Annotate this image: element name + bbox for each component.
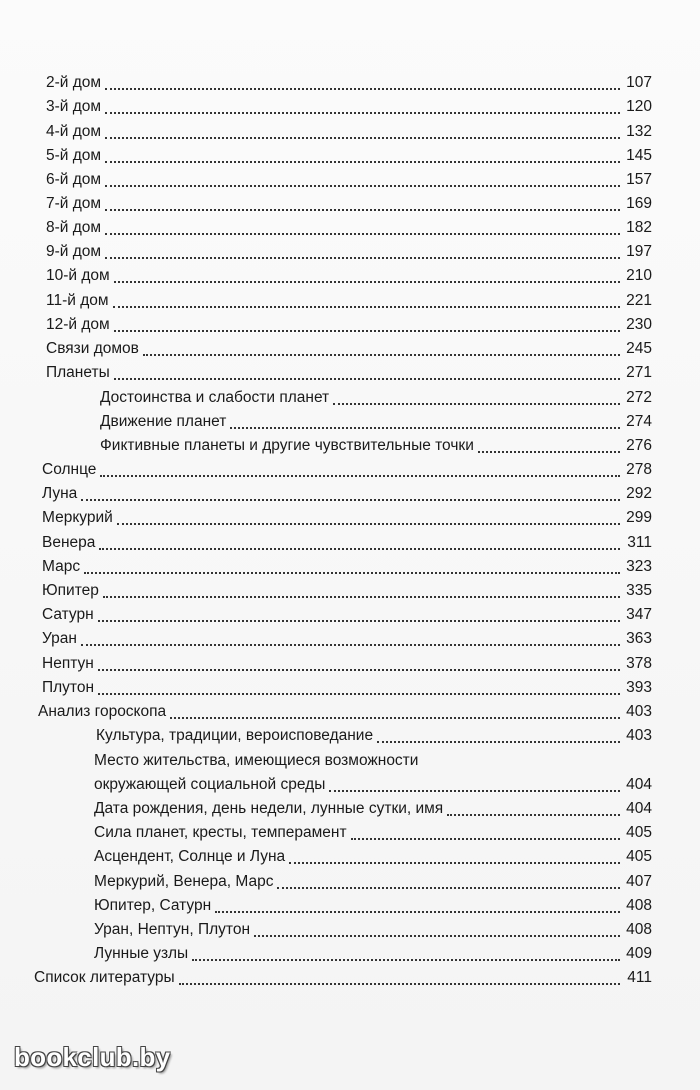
toc-entry-title: 7-й дом xyxy=(46,195,102,212)
toc-entry xyxy=(34,968,652,990)
toc-entry xyxy=(46,194,652,216)
toc-entry xyxy=(46,242,652,264)
toc-entry-title: Связи домов xyxy=(46,340,139,357)
toc-entry xyxy=(46,266,652,288)
toc-entry-title: Луна xyxy=(42,485,78,502)
toc-entry xyxy=(94,872,652,894)
toc-entry-page: 403 xyxy=(626,703,652,720)
toc-entry-title: Венера xyxy=(42,534,96,551)
toc-entry-title: Нептун xyxy=(42,655,94,672)
toc-entry-title: Сила планет, кресты, темперамент xyxy=(94,824,347,841)
toc-entry-title: окружающей социальной среды xyxy=(94,776,326,793)
toc-entry xyxy=(42,581,652,603)
toc-entry xyxy=(42,654,652,676)
dot-leader xyxy=(99,548,620,550)
dot-leader xyxy=(329,790,620,792)
toc-entry-page: 378 xyxy=(626,655,652,672)
dot-leader xyxy=(447,814,620,816)
toc-entry xyxy=(42,629,652,651)
toc-entry-page: 405 xyxy=(626,848,652,865)
toc-entry-page: 274 xyxy=(626,413,652,430)
dot-leader xyxy=(117,523,620,525)
toc-entry-title: 8-й дом xyxy=(46,219,102,236)
toc-entry xyxy=(46,97,652,119)
toc-entry-title: Меркурий, Венера, Марс xyxy=(94,873,274,890)
toc-entry-title: 5-й дом xyxy=(46,147,102,164)
toc-entry-page: 408 xyxy=(626,897,652,914)
site-watermark: bookclub.by xyxy=(14,1042,171,1072)
dot-leader xyxy=(105,161,620,163)
dot-leader xyxy=(351,838,620,840)
toc-entry xyxy=(46,291,652,313)
toc-entry-title: Марс xyxy=(42,558,81,575)
toc-entry xyxy=(94,944,652,966)
dot-leader xyxy=(192,959,620,961)
toc-entry-title: Планеты xyxy=(46,364,110,381)
toc-entry-page: 407 xyxy=(626,873,652,890)
toc-entry-page: 403 xyxy=(626,727,652,744)
toc-entry-title: Место жительства, имеющиеся возможности xyxy=(94,752,419,769)
toc-entry xyxy=(46,339,652,361)
dot-leader xyxy=(103,596,620,598)
toc-entry-title: 9-й дом xyxy=(46,243,102,260)
toc-entry-page: 411 xyxy=(627,969,652,986)
toc-entry-page: 169 xyxy=(626,195,652,212)
toc-entry-title: 4-й дом xyxy=(46,123,102,140)
toc-entry-page: 132 xyxy=(626,123,652,140)
dot-leader xyxy=(81,499,620,501)
dot-leader xyxy=(478,451,620,453)
toc-entry-page: 405 xyxy=(626,824,652,841)
dot-leader xyxy=(84,572,620,574)
dot-leader xyxy=(114,281,620,283)
toc-entry xyxy=(46,73,652,95)
toc-entry-title: Солнце xyxy=(42,461,97,478)
toc-entry-page: 245 xyxy=(626,340,652,357)
toc-entry xyxy=(38,702,652,724)
dot-leader xyxy=(377,741,620,743)
dot-leader xyxy=(289,862,620,864)
toc-entry xyxy=(94,823,652,845)
dot-leader xyxy=(114,330,620,332)
toc-entry-title: 12-й дом xyxy=(46,316,110,333)
toc-entry xyxy=(94,920,652,942)
dot-leader xyxy=(254,935,620,937)
dot-leader xyxy=(98,620,620,622)
toc-entry-page: 278 xyxy=(626,461,652,478)
toc-entry-page: 292 xyxy=(626,485,652,502)
toc-entry-page: 393 xyxy=(626,679,652,696)
toc-entry-page: 145 xyxy=(626,147,652,164)
toc-entry-page: 408 xyxy=(626,921,652,938)
toc-entry-title: Уран xyxy=(42,630,77,647)
dot-leader xyxy=(100,475,620,477)
toc-entry-title: Юпитер xyxy=(42,582,99,599)
toc-entry-page: 323 xyxy=(626,558,652,575)
toc-entry-title: Юпитер, Сатурн xyxy=(94,897,212,914)
toc-entry-page: 221 xyxy=(626,292,652,309)
toc-entry xyxy=(100,436,652,458)
toc-entry xyxy=(100,388,652,410)
toc-entry-page: 272 xyxy=(626,389,652,406)
toc-entry xyxy=(94,896,652,918)
toc-entry-title: 10-й дом xyxy=(46,267,110,284)
dot-leader xyxy=(179,983,620,985)
dot-leader xyxy=(230,427,620,429)
dot-leader xyxy=(105,88,620,90)
toc-entry xyxy=(94,799,652,821)
dot-leader xyxy=(143,354,620,356)
toc-entry-title: Сатурн xyxy=(42,606,94,623)
toc-entry-title: 11-й дом xyxy=(46,292,109,309)
toc-entry-title: Асцендент, Солнце и Луна xyxy=(94,848,286,865)
toc-entry-title: 6-й дом xyxy=(46,171,102,188)
toc-entry-title: Лунные узлы xyxy=(94,945,189,962)
toc-entry xyxy=(46,363,652,385)
dot-leader xyxy=(98,669,620,671)
toc-entry-page: 311 xyxy=(627,534,652,551)
toc-entry xyxy=(42,508,652,530)
dot-leader xyxy=(114,378,620,380)
toc-entry-page: 276 xyxy=(626,437,652,454)
dot-leader xyxy=(105,185,620,187)
toc-entry-page: 230 xyxy=(626,316,652,333)
toc-entry-page: 404 xyxy=(626,776,652,793)
toc-entry-title: Анализ гороскопа xyxy=(38,703,167,720)
dot-leader xyxy=(105,257,620,259)
toc-entry xyxy=(42,557,652,579)
toc-entry-page: 363 xyxy=(626,630,652,647)
dot-leader xyxy=(105,112,620,114)
toc-entry-page: 404 xyxy=(626,800,652,817)
dot-leader xyxy=(105,209,620,211)
toc-entry-page: 107 xyxy=(626,74,652,91)
toc-entry xyxy=(46,122,652,144)
dot-leader xyxy=(113,306,620,308)
toc-entry-title: 3-й дом xyxy=(46,98,102,115)
dot-leader xyxy=(98,693,620,695)
toc-entry xyxy=(46,315,652,337)
dot-leader xyxy=(105,137,620,139)
toc-entry-title: Движение планет xyxy=(100,413,227,430)
toc-entry-page: 157 xyxy=(626,171,652,188)
toc-entry-title: Достоинства и слабости планет xyxy=(100,389,330,406)
dot-leader xyxy=(215,911,620,913)
toc-entry xyxy=(42,484,652,506)
toc-entry-title: Фиктивные планеты и другие чувствительные точки xyxy=(100,437,474,454)
toc-entry-title: Плутон xyxy=(42,679,95,696)
toc-entry-page: 347 xyxy=(626,606,652,623)
toc-entry-title: Уран, Нептун, Плутон xyxy=(94,921,251,938)
toc-entry xyxy=(42,533,652,555)
toc-entry-page: 197 xyxy=(626,243,652,260)
toc-entry xyxy=(96,726,652,748)
dot-leader xyxy=(81,644,620,646)
toc-entry-page: 299 xyxy=(626,509,652,526)
toc-entry-page: 210 xyxy=(626,267,652,284)
toc-entry-page: 335 xyxy=(626,582,652,599)
toc-entry xyxy=(94,775,652,797)
dot-leader xyxy=(277,887,620,889)
toc-entry xyxy=(42,678,652,700)
toc-entry xyxy=(100,412,652,434)
toc-entry-page: 120 xyxy=(626,98,652,115)
toc-entry xyxy=(42,460,652,482)
toc-entry-page: 409 xyxy=(626,945,652,962)
toc-entry xyxy=(94,847,652,869)
toc-entry-title: Дата рождения, день недели, лунные сутки, имя xyxy=(94,800,444,817)
toc-entry xyxy=(46,218,652,240)
dot-leader xyxy=(333,403,620,405)
dot-leader xyxy=(170,717,620,719)
toc-entry-title: Культура, традиции, вероисповедание xyxy=(96,727,374,744)
toc-entry xyxy=(42,605,652,627)
toc-entry-title: Меркурий xyxy=(42,509,113,526)
toc-entry xyxy=(46,146,652,168)
toc-entry-title: Список литературы xyxy=(34,969,175,986)
toc-entry-page: 182 xyxy=(626,219,652,236)
toc-entry-title: 2-й дом xyxy=(46,74,102,91)
toc-entry xyxy=(46,170,652,192)
dot-leader xyxy=(105,233,620,235)
toc-entry-page: 271 xyxy=(626,364,652,381)
